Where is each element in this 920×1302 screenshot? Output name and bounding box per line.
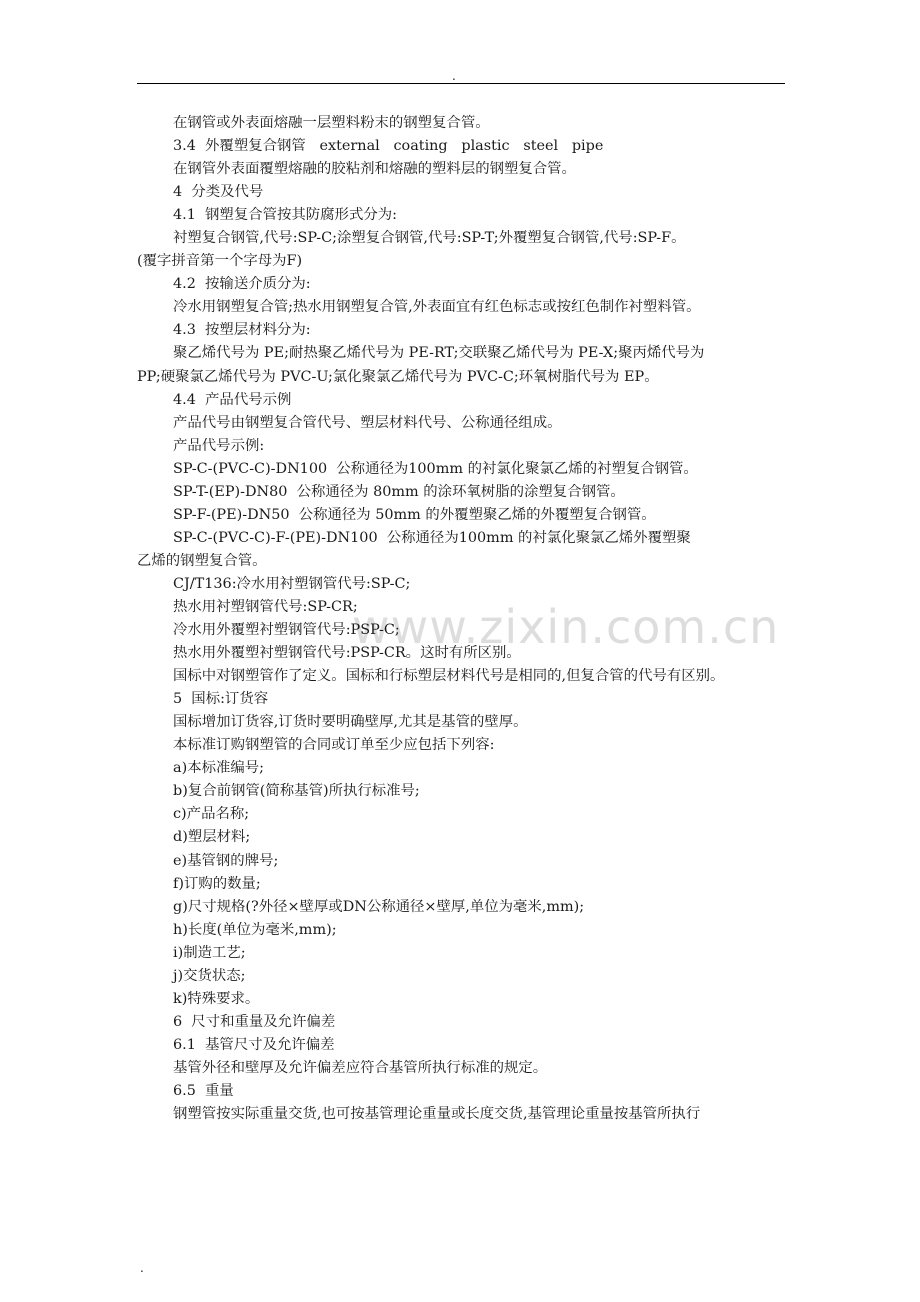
- text-line: SP-T-(EP)-DN80 公称通径为 80mm 的涂环氧树脂的涂塑复合钢管。: [173, 483, 625, 500]
- text-line: 钢塑管按实际重量交货,也可按基管理论重量或长度交货,基管理论重量按基管所执行: [173, 1106, 701, 1123]
- text-line: b)复合前钢管(简称基管)所执行标准号;: [173, 783, 420, 800]
- text-line: i)制造工艺;: [173, 944, 246, 961]
- text-line: SP-F-(PE)-DN50 公称通径为 50mm 的外覆塑聚乙烯的外覆塑复合钢管。: [173, 506, 656, 523]
- text-line: 在钢管或外表面熔融一层塑料粉末的钢塑复合管。: [173, 115, 490, 131]
- text-line: 3.4 外覆塑复合钢管 external coating plastic steel pipe: [173, 138, 604, 155]
- text-line: 基管外径和壁厚及允许偏差应符合基管所执行标准的规定。: [173, 1059, 548, 1076]
- text-line: 冷水用外覆塑衬塑钢管代号:PSP-C;: [173, 622, 400, 639]
- text-line: 产品代号示例:: [173, 437, 265, 454]
- text-line: 4.4 产品代号示例: [173, 391, 292, 408]
- text-line: 产品代号由钢塑复合管代号、塑层材料代号、公称通径组成。: [173, 414, 562, 431]
- text-line: k)特殊要求。: [173, 990, 260, 1007]
- text-line: f)订购的数量;: [173, 875, 261, 892]
- text-line: 聚乙烯代号为 PE;耐热聚乙烯代号为 PE-RT;交联聚乙烯代号为 PE-X;聚丙烯代号为: [173, 345, 705, 362]
- text-line: 5 国标:订货容: [173, 691, 269, 708]
- text-line: 冷水用钢塑复合管;热水用钢塑复合管,外表面宜有红色标志或按红色制作衬塑料管。: [173, 299, 701, 316]
- text-line: PP;硬聚氯乙烯代号为 PVC-U;氯化聚氯乙烯代号为 PVC-C;环氧树脂代号为 EP。: [137, 368, 659, 385]
- text-line: 6 尺寸和重量及允许偏差: [173, 1013, 336, 1030]
- text-line: CJ/T136:冷水用衬塑钢管代号:SP-C;: [173, 575, 411, 592]
- text-line: 在钢管外表面覆塑熔融的胶粘剂和熔融的塑料层的钢塑复合管。: [173, 161, 576, 178]
- watermark: www.zixin.com.cn: [352, 600, 780, 654]
- text-line: 衬塑复合钢管,代号:SP-C;涂塑复合钢管,代号:SP-T;外覆塑复合钢管,代号:SP-F。: [173, 230, 686, 247]
- text-line: e)基管钢的牌号;: [173, 852, 279, 869]
- header-mark: .: [452, 69, 456, 83]
- text-line: g)尺寸规格(?外径×壁厚或DN公称通径×壁厚,单位为毫米,mm);: [173, 898, 585, 915]
- text-line: h)长度(单位为毫米,mm);: [173, 921, 337, 938]
- text-line: 热水用衬塑钢管代号:SP-CR;: [173, 598, 358, 615]
- document-body: [137, 112, 785, 1126]
- text-line: c)产品名称;: [173, 806, 250, 823]
- footer-mark: .: [140, 1261, 144, 1275]
- text-line: 6.1 基管尺寸及允许偏差: [173, 1036, 335, 1053]
- text-line: d)塑层材料;: [173, 829, 251, 846]
- text-line: SP-C-(PVC-C)-DN100 公称通径为100mm 的衬氯化聚氯乙烯的衬塑复合钢管。: [173, 460, 698, 477]
- text-line: 国标增加订货容,订货时要明确壁厚,尤其是基管的壁厚。: [173, 714, 528, 731]
- text-line: 4.1 钢塑复合管按其防腐形式分为:: [173, 207, 397, 224]
- text-line: 4.3 按塑层材料分为:: [173, 322, 311, 339]
- text-line: 国标中对钢塑管作了定义。国标和行标塑层材料代号是相同的,但复合管的代号有区别。: [173, 668, 725, 685]
- text-line: 4.2 按输送介质分为:: [173, 276, 311, 293]
- text-line: SP-C-(PVC-C)-F-(PE)-DN100 公称通径为100mm 的衬氯化聚氯乙烯外覆塑聚: [173, 529, 691, 546]
- text-line: 6.5 重量: [173, 1082, 234, 1099]
- text-line: 本标准订购钢塑管的合同或订单至少应包括下列容:: [173, 737, 495, 754]
- text-line: 4 分类及代号: [173, 184, 264, 201]
- text-line: (覆字拼音第一个字母为F): [137, 253, 303, 270]
- text-line: a)本标准编号;: [173, 760, 264, 777]
- text-line: j)交货状态;: [173, 967, 246, 984]
- text-line: 乙烯的钢塑复合管。: [137, 552, 267, 569]
- text-line: 热水用外覆塑衬塑钢管代号:PSP-CR。这时有所区别。: [173, 645, 521, 662]
- header-rule: [137, 83, 785, 84]
